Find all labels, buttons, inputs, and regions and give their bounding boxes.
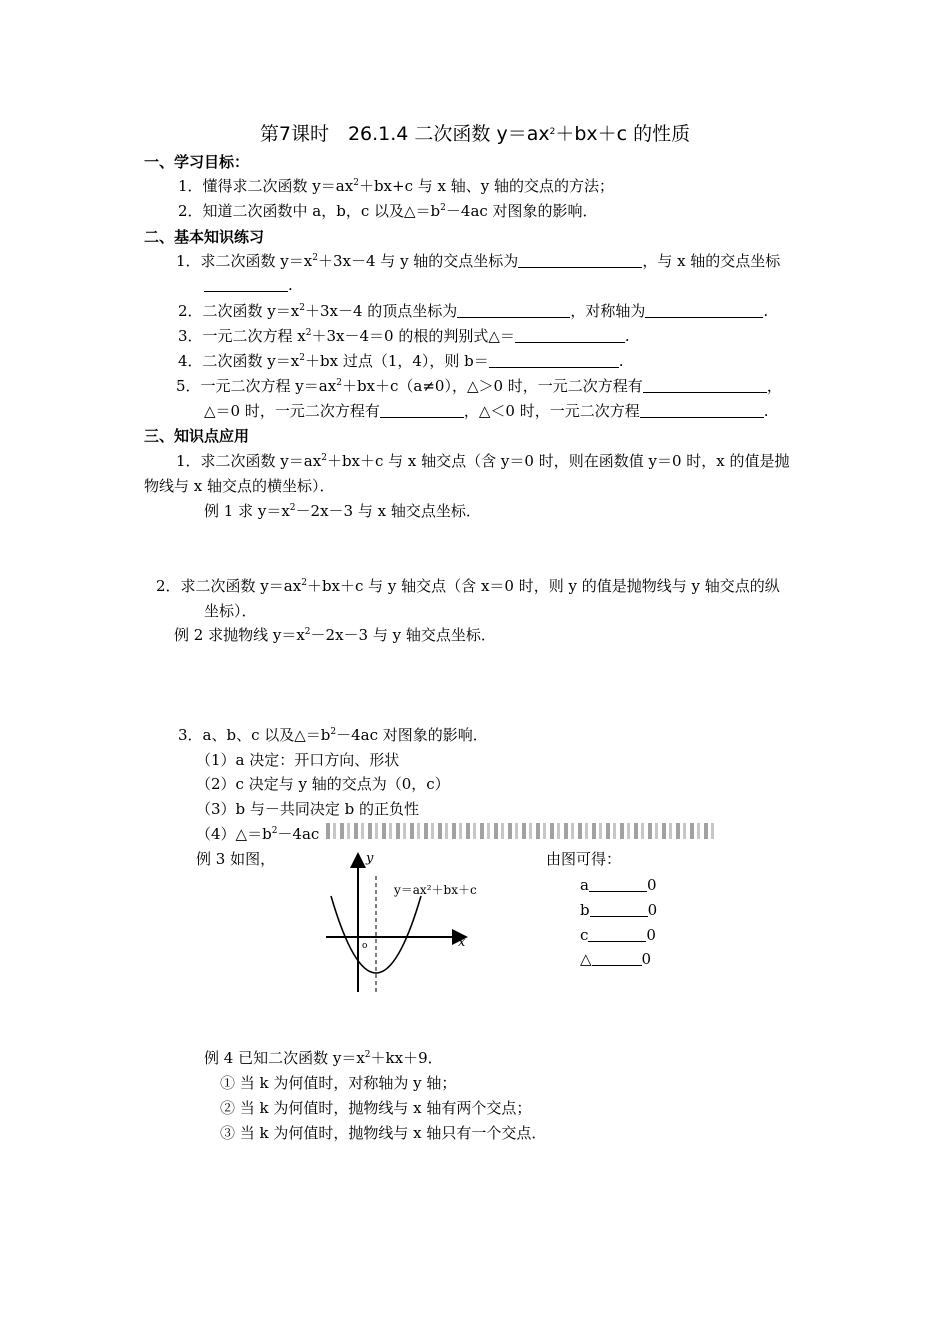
section-heading-application: 三、知识点应用 <box>144 427 250 445</box>
answer-blank[interactable] <box>643 377 767 393</box>
page-title: 第7课时 26.1.4 二次函数 $y=ax^2+bx+c$ 的性质 <box>259 123 691 145</box>
answer-blank[interactable] <box>380 402 464 418</box>
answer-blank[interactable] <box>590 901 648 917</box>
exercise-5: 5．一元二次方程 $y=ax^2+bx+c(a\ne 0)$，△＞0 时，一元二次方程有 ， <box>176 377 782 395</box>
obscured-text <box>326 823 716 839</box>
exercise-1-cont: . <box>204 275 293 295</box>
point-3-2: （2）c 决定与 y 轴的交点为（0，c） <box>196 775 450 793</box>
point-3: 3．a、b、c 以及$\triangle=b^2-4ac$ 对图象的影响． <box>178 726 488 744</box>
exercise-5-cont: △＝0 时，一元二次方程有 ，△＜0 时，一元二次方程 . <box>204 402 769 420</box>
from-figure-label: 由图可得： <box>546 850 622 868</box>
point-3-3: （3）b 与－共同决定 b 的正负性 <box>196 800 420 818</box>
example-4-item-2: ② 当 k 为何值时，抛物线与 x 轴有两个交点； <box>220 1099 532 1117</box>
example-1: 例 1 求 $y=x^2-2x-3$ 与 x 轴交点坐标． <box>204 502 481 520</box>
answer-blank[interactable] <box>518 252 642 268</box>
answer-blank[interactable] <box>204 276 288 292</box>
example-4-item-3: ③ 当 k 为何值时，抛物线与 x 轴只有一个交点． <box>220 1124 547 1142</box>
point-1-cont: 物线与 x 轴交点的横坐标）． <box>144 477 335 495</box>
exercise-3: 3．一元二次方程 $x^2+3x-4=0$ 的根的判别式△＝ . <box>178 327 630 345</box>
example-3-label: 例 3 如图， <box>196 850 276 868</box>
answer-blank[interactable] <box>489 352 619 368</box>
exercise-2: 2．二次函数 $y=x^2+3x-4$ 的顶点坐标为 ，对称轴为 . <box>178 302 769 320</box>
example-2: 例 2 求抛物线 $y=x^2-2x-3$ 与 y 轴交点坐标． <box>174 626 496 644</box>
section-heading-goals: 一、学习目标： <box>144 153 250 171</box>
goal-item-1: 1．懂得求二次函数 $y=ax^2+bx+c$ 与 x 轴、y 轴的交点的方法； <box>178 177 614 195</box>
point-2: 2．求二次函数 $y=ax^2+bx+c$ 与 y 轴交点（含 x＝0 时，则 y 的值是抛物线与 y 轴交点的纵 <box>156 577 780 595</box>
exercise-4: 4．二次函数 $y=x^2+bx$ 过点（1，4），则 b＝ . <box>178 352 624 370</box>
answer-blank[interactable] <box>645 302 763 318</box>
answer-blank[interactable] <box>588 926 646 942</box>
answer-row-a: a 0 <box>580 876 657 894</box>
goal-item-2: 2．知道二次函数中 a，b，c 以及$\triangle=b^2-4ac$ 对图象的影响． <box>178 202 598 220</box>
exercise-1: 1．求二次函数 $y=x^2+3x-4$ 与 y 轴的交点坐标为 ，与 x 轴的交点坐标 <box>176 252 781 270</box>
origin-label: o <box>362 941 368 951</box>
section-heading-basic: 二、基本知识练习 <box>144 228 265 246</box>
answer-blank[interactable] <box>589 876 647 892</box>
x-axis-label: x <box>458 935 466 950</box>
answer-blank[interactable] <box>640 402 764 418</box>
answer-blank[interactable] <box>592 950 642 966</box>
y-axis-label: y <box>366 851 374 866</box>
point-2-cont: 坐标）． <box>204 602 257 620</box>
example-4-item-1: ① 当 k 为何值时，对称轴为 y 轴； <box>220 1074 457 1092</box>
answer-row-delta: △ 0 <box>580 950 652 968</box>
answer-blank[interactable] <box>457 302 570 318</box>
curve-label: y＝ax²＋bx＋c <box>394 883 477 897</box>
point-1: 1．求二次函数 $y=ax^2+bx+c$ 与 x 轴交点（含 y＝0 时，则在函数值 y＝0 时，x 的值是抛 <box>176 452 790 470</box>
point-3-1: （1）a 决定：开口方向、形状 <box>196 751 400 769</box>
point-3-4: $(4)\triangle=b^2-4ac$ <box>196 825 320 843</box>
example-4: 例 4 已知二次函数 $y=x^2+kx+9$． <box>204 1049 443 1067</box>
answer-row-b: b 0 <box>580 901 658 919</box>
answer-row-c: c 0 <box>580 926 656 944</box>
answer-blank[interactable] <box>515 327 625 343</box>
parabola-graph <box>318 846 478 996</box>
